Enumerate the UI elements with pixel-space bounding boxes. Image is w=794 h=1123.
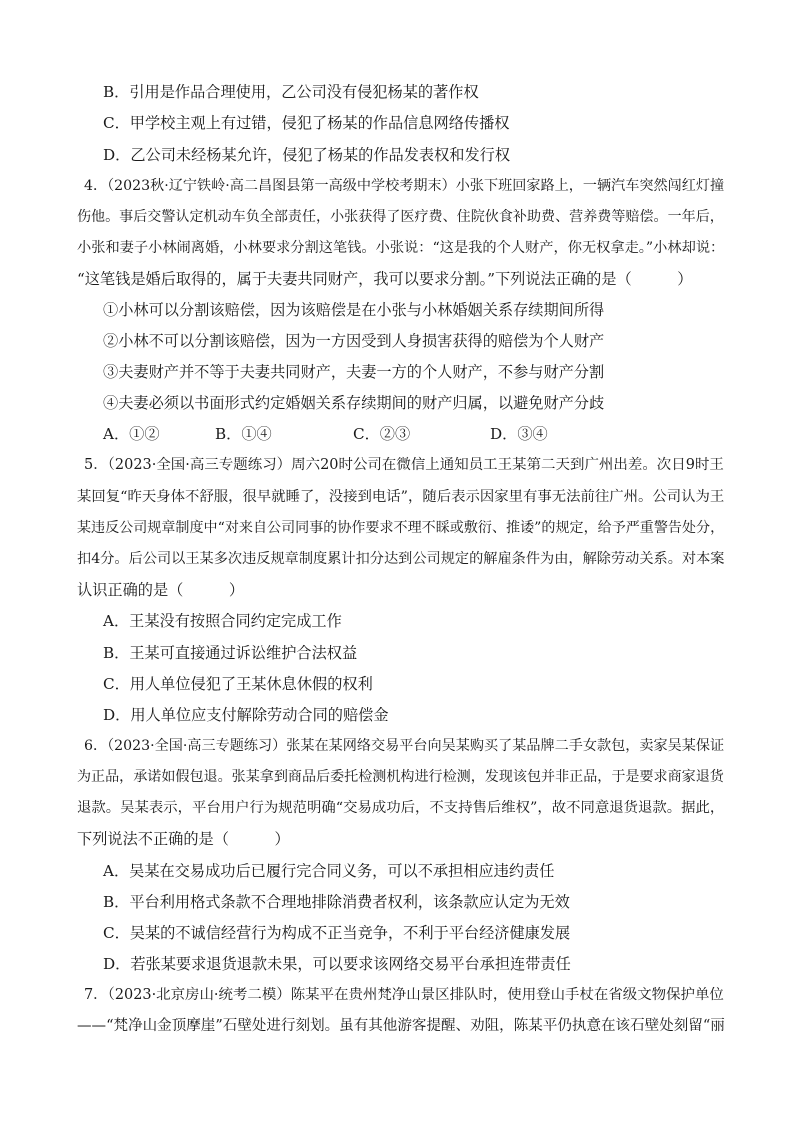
q6-stem-line-4: 下列说法不正确的是（ ） [77,830,290,848]
q5-option-d: D．用人单位应支付解除劳动合同的赔偿金 [103,706,389,724]
q4-choice-b: B．①④ [215,425,272,443]
q3-option-b: B．引用是作品合理使用，乙公司没有侵犯杨某的著作权 [103,83,479,101]
q4-stem-line-2: 伤他。事后交警认定机动车负全部责任，小张获得了医疗费、住院伙食补助费、营养费等赔偿。一年后， [77,209,724,225]
q4-stem-line-1: 4．（2023秋·辽宁铁岭·高二昌图县第一高级中学校考期末）小张下班回家路上，一辆汽车突然闯红灯撞 [84,178,725,194]
q4-stem-line-3: 小张和妻子小林闹离婚，小林要求分割这笔钱。小张说：“这是我的个人财产，你无权拿走。”小林却说： [77,240,725,256]
q6-stem-line-3: 退款。吴某表示，平台用户行为规范明确“交易成功后，不支持售后维权”，故不同意退货退款。据此， [77,800,725,816]
q4-statement-2: ②小林不可以分割该赔偿，因为一方因受到人身损害获得的赔偿为个人财产 [103,332,605,350]
q5-option-c: C．用人单位侵犯了王某休息休假的权利 [103,675,373,693]
q5-option-b: B．王某可直接通过诉讼维护合法权益 [103,644,358,662]
q4-choices-row [0,419,794,449]
q4-choice-d: D．③④ [490,425,548,443]
q4-stem-line-4: “这笔钱是婚后取得的，属于夫妻共同财产，我可以要求分割。”下列说法正确的是（ ） [77,270,693,288]
q3-option-d: D．乙公司未经杨某允许，侵犯了杨某的作品发表权和发行权 [103,146,511,164]
q5-stem-line-1: 5．（2023·全国·高三专题练习）周六20时公司在微信上通知员工王某第二天到广州出差。次日9时王 [84,457,724,473]
q4-choice-a: A．①② [103,425,160,443]
q6-stem-line-2: 为正品，承诺如假包退。张某拿到商品后委托检测机构进行检测，发现该包并非正品，于是要求商家退货 [77,769,724,785]
q6-option-c: C．吴某的不诚信经营行为构成不正当竞争，不利于平台经济健康发展 [103,924,571,942]
q6-option-b: B．平台利用格式条款不合理地排除消费者权利，该条款应认定为无效 [103,893,570,911]
q5-stem-line-4: 扣4分。后公司以王某多次违反规章制度累计扣分达到公司规定的解雇条件为由，解除劳动关系。对本案 [77,551,725,567]
q3-option-c: C．甲学校主观上有过错，侵犯了杨某的作品信息网络传播权 [103,114,510,132]
q4-choice-c: C．②③ [353,425,411,443]
q4-statement-3: ③夫妻财产并不等于夫妻共同财产，夫妻一方的个人财产，不参与财产分割 [103,363,605,381]
q4-statement-4: ④夫妻必须以书面形式约定婚姻关系存续期间的财产归属，以避免财产分歧 [103,394,605,412]
q5-stem-line-5: 认识正确的是（ ） [77,581,245,599]
q6-option-d: D．若张某要求退货退款未果，可以要求该网络交易平台承担连带责任 [103,955,571,973]
q5-stem-line-2: 某回复“昨天身体不舒服，很早就睡了，没接到电话”，随后表示因家里有事无法前往广州。公司认为王 [77,489,725,505]
q7-stem-line-1: 7．（2023·北京房山·统考二模）陈某平在贵州梵净山景区排队时，使用登山手杖在省级文物保护单位 [84,987,724,1003]
q6-option-a: A．吴某在交易成功后已履行完合同义务，可以不承担相应违约责任 [103,862,555,880]
q6-stem-line-1: 6．（2023·全国·高三专题练习）张某在某网络交易平台向吴某购买了某品牌二手女款包，卖家吴某保证 [84,738,725,754]
q7-stem-line-2: ——“梵净山金顶摩崖”石壁处进行刻划。虽有其他游客提醒、劝阻，陈某平仍执意在该石壁处刻留“丽 [77,1017,725,1034]
q4-statement-1: ①小林可以分割该赔偿，因为该赔偿是在小张与小林婚姻关系存续期间所得 [103,301,605,319]
q5-option-a: A．王某没有按照合同约定完成工作 [103,612,342,630]
q5-stem-line-3: 某违反公司规章制度中“对来自公司同事的协作要求不理不睬或敷衍、推诿”的规定，给予严重警告处分， [77,520,725,536]
